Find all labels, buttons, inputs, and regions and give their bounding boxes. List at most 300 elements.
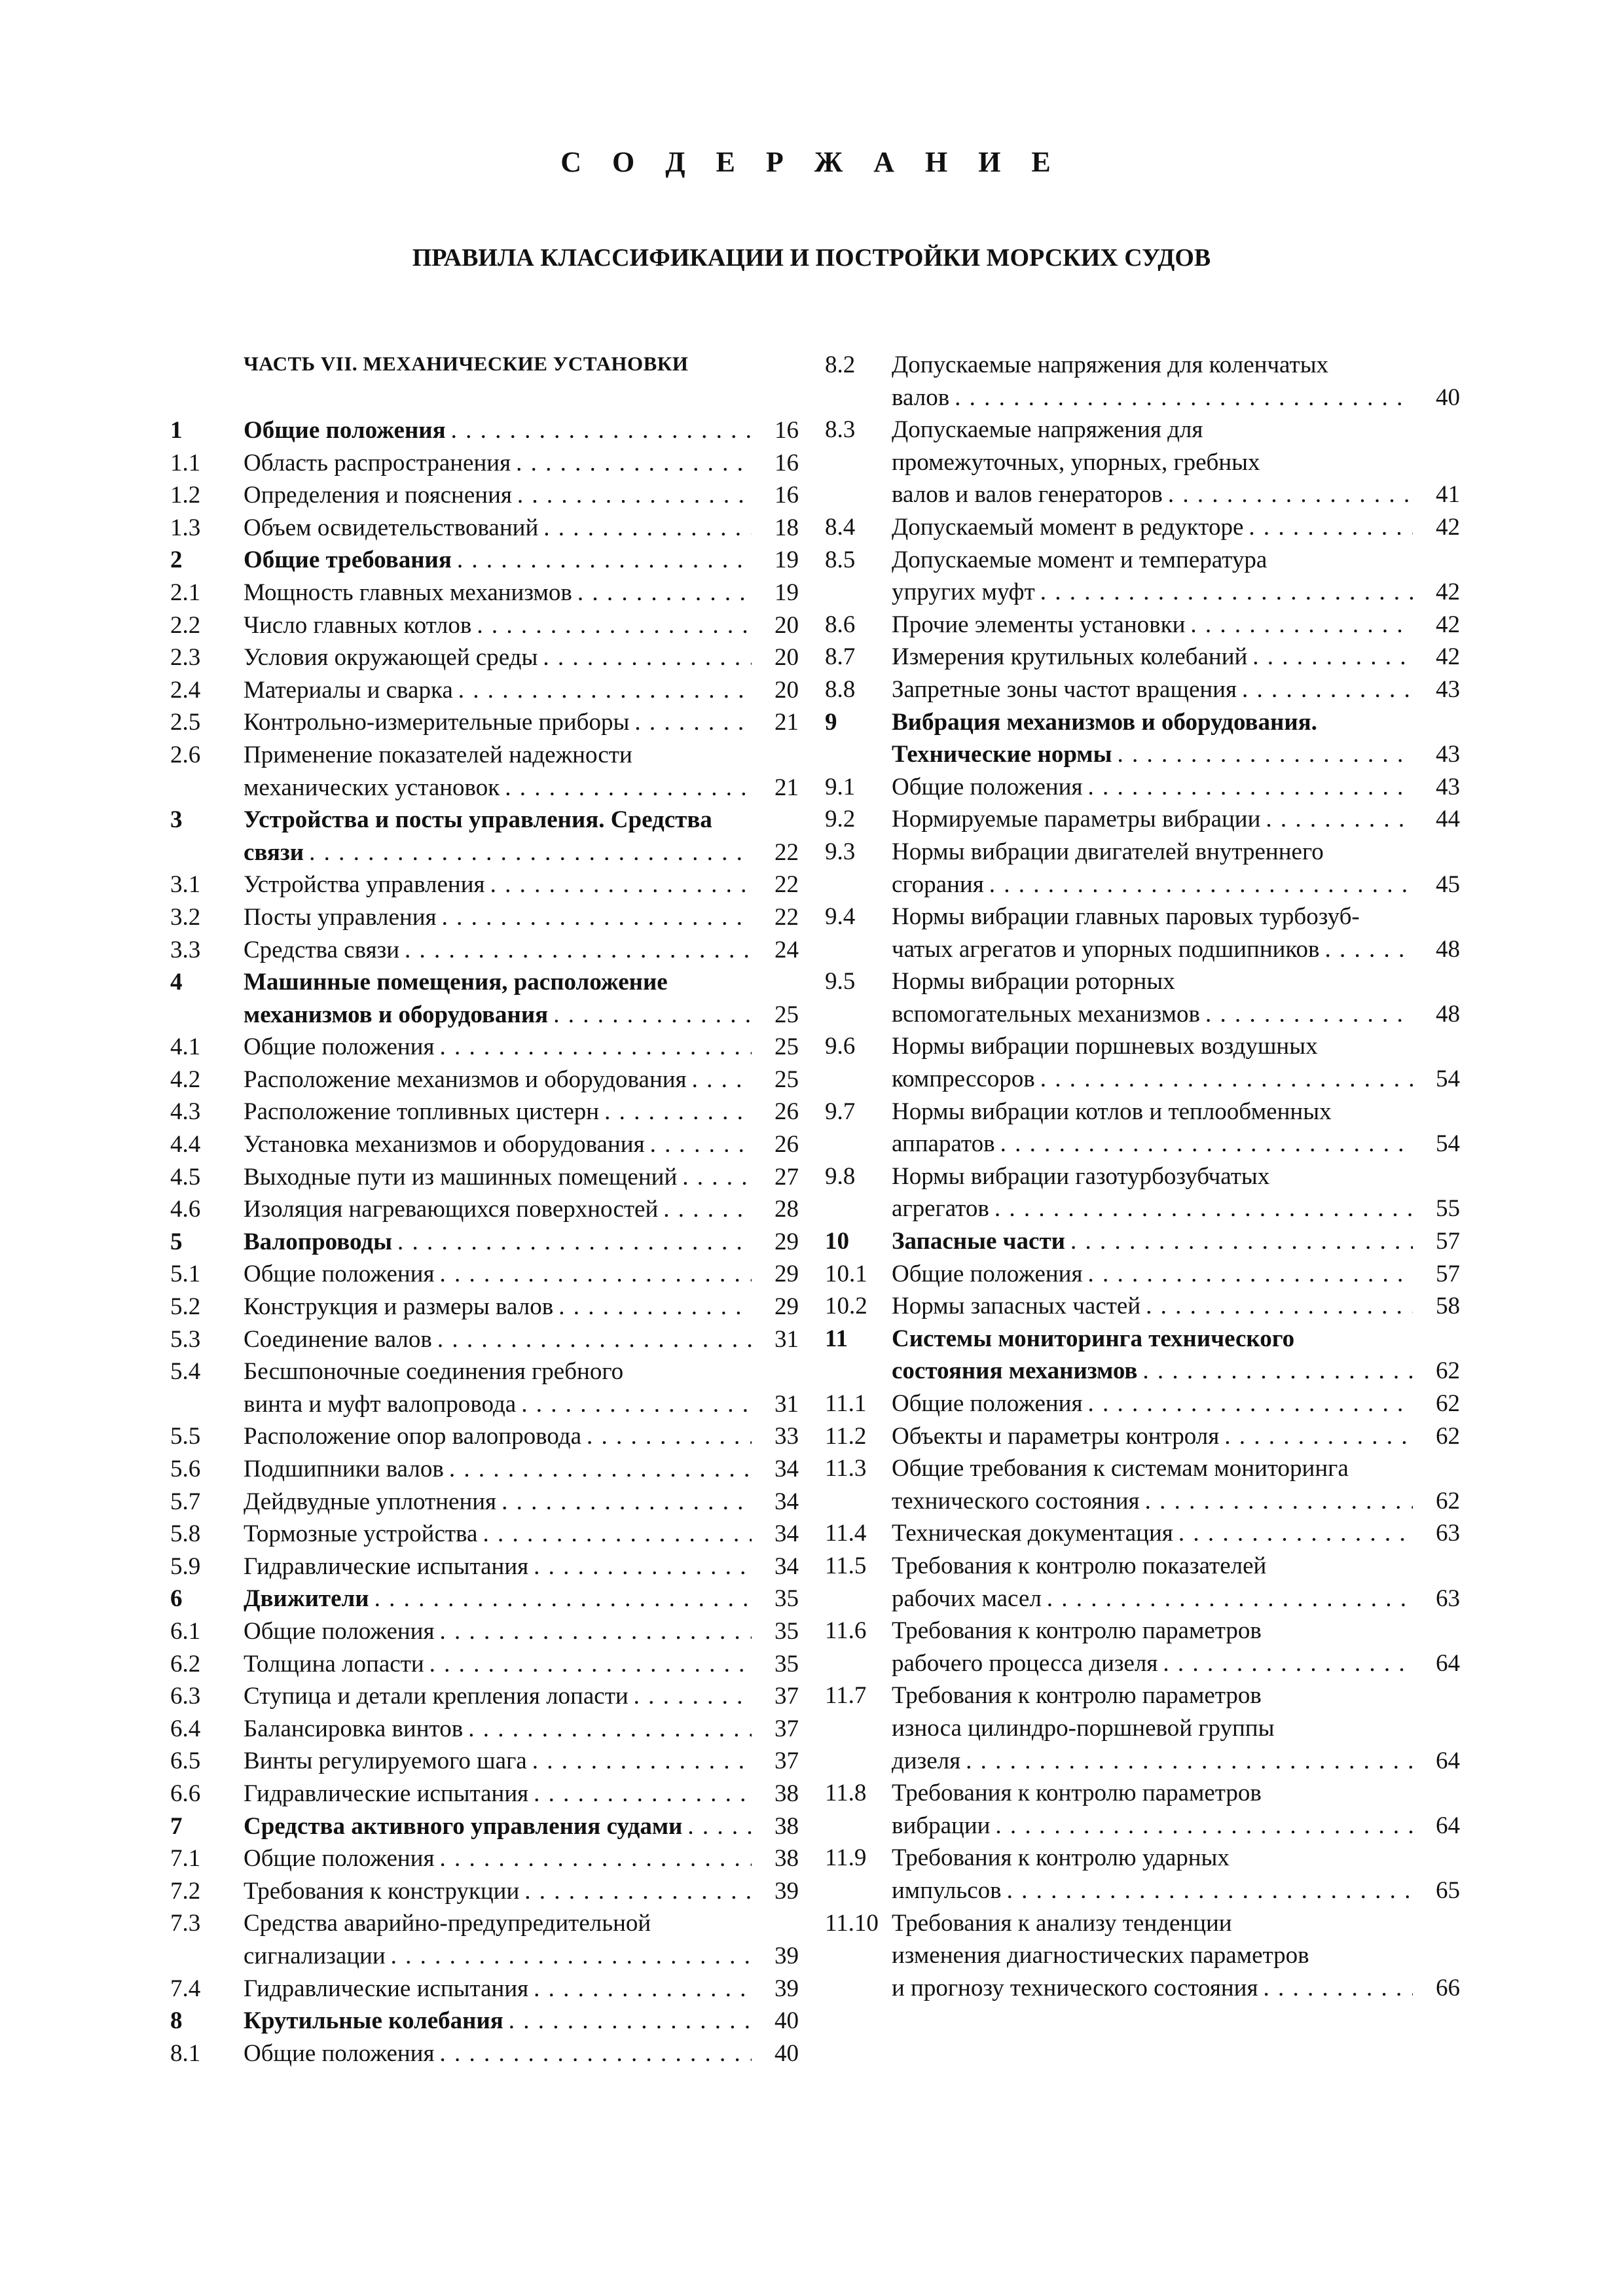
toc-left-column [170,414,799,2070]
page-number: 64 [1436,1812,1460,1839]
toc-entry[interactable] [170,1615,799,1648]
toc-entry[interactable] [170,1875,799,1908]
section-number: 2.6 [170,741,201,768]
toc-line [825,446,1460,479]
page-number: 38 [775,1780,799,1807]
toc-line [825,901,1460,933]
section-number: 5.9 [170,1552,201,1580]
section-number: 10.2 [825,1293,867,1320]
page-number: 66 [1436,1974,1460,2001]
toc-entry[interactable] [170,1907,799,1972]
section-number: 5.3 [170,1325,201,1353]
section-number: 11.7 [825,1682,867,1710]
toc-entry[interactable] [170,1420,799,1453]
toc-line [170,836,799,869]
toc-entry[interactable] [825,1679,1460,1777]
toc-line [170,1420,799,1453]
entry-title: Общие требования к системам мониторинга [892,1455,1349,1482]
toc-entry[interactable] [170,1842,799,1875]
page-number: 63 [1436,1585,1460,1612]
entry-title: и прогнозу технического состояния . . . [892,1972,1413,2005]
page-number: 33 [775,1423,799,1450]
entry-title: Крутильные колебания . . . [244,2005,752,2037]
page-number: 31 [775,1325,799,1353]
toc-line [825,1615,1460,1647]
section-number: 9.8 [825,1162,856,1190]
entry-title: связи . . . [244,836,752,869]
entry-title: валов . . . [892,382,1413,414]
toc-entry[interactable] [170,2037,799,2070]
page-number: 48 [1436,1000,1460,1028]
toc-entry[interactable] [170,577,799,609]
entry-title: Гидравлические испытания . . . [244,1778,752,1810]
section-number: 11.3 [825,1455,867,1482]
toc-entry[interactable] [170,1745,799,1778]
page-number: 54 [1436,1130,1460,1158]
section-number: 9.3 [825,838,856,865]
page-number: 34 [775,1488,799,1515]
toc-entry[interactable] [170,1680,799,1713]
toc-entry[interactable] [170,1973,799,2005]
entry-title: Техническая документация . . . [892,1517,1413,1550]
toc-line [170,1226,799,1259]
entry-title: Расположение опор валопровода . . . [244,1420,752,1453]
toc-line [170,1875,799,1908]
page-number: 37 [775,1683,799,1710]
section-number: 2.1 [170,579,201,606]
entry-title: Общие положения . . . [892,1388,1413,1420]
entry-title: Требования к контролю параметров [892,1682,1262,1710]
entry-title: механических установок . . . [244,772,752,804]
toc-entry[interactable] [825,803,1460,836]
entry-title: Нормы вибрации газотурбозубчатых [892,1162,1270,1190]
toc-line [825,414,1460,446]
toc-entry[interactable] [170,512,799,545]
toc-line [170,1810,799,1843]
section-number: 8.5 [825,546,856,573]
section-number: 6 [170,1585,183,1613]
section-number: 2.4 [170,676,201,704]
section-number: 4.4 [170,1131,201,1158]
toc-line [170,1648,799,1681]
entry-title: вспомогательных механизмов . . . [892,998,1413,1031]
toc-entry[interactable] [825,1452,1460,1517]
section-number: 11.10 [825,1909,879,1937]
toc-entry[interactable] [170,1453,799,1486]
entry-title: Бесшпоночные соединения гребного [244,1358,624,1386]
entry-title: Общие требования . . . [244,544,752,577]
toc-entry[interactable] [170,1031,799,1064]
section-number: 1.2 [170,482,201,509]
toc-line [825,511,1460,544]
page-number: 35 [775,1650,799,1677]
toc-entry[interactable] [170,1778,799,1810]
page-number: 39 [775,1877,799,1905]
document-subtitle: ПРАВИЛА КЛАССИФИКАЦИИ И ПОСТРОЙКИ МОРСКИХ СУДОВ [412,244,1211,272]
entry-title: Установка механизмов и оборудования . . . [244,1128,752,1161]
toc-entry[interactable] [825,1290,1460,1323]
toc-entry[interactable] [170,1323,799,1356]
section-number: 1.3 [170,514,201,541]
toc-line [825,771,1460,804]
toc-line [825,965,1460,998]
entry-title: Требования к конструкции . . . [244,1875,752,1908]
toc-line [170,1973,799,2005]
section-number: 9.1 [825,773,856,800]
toc-line [170,1064,799,1096]
toc-entry[interactable] [170,706,799,739]
section-number: 5.2 [170,1293,201,1321]
entry-title: Число главных котлов . . . [244,609,752,642]
toc-line [170,1193,799,1226]
page-number: 22 [775,838,799,866]
toc-entry[interactable] [825,1777,1460,1842]
toc-entry[interactable] [825,901,1460,965]
entry-title: Технические нормы . . . [892,738,1413,771]
toc-line [170,1680,799,1713]
page-number: 31 [775,1390,799,1418]
toc-line [170,2037,799,2070]
toc-line [825,1972,1460,2005]
page-number: 29 [775,1293,799,1321]
entry-title: Выходные пути из машинных помещений . . . [244,1161,752,1194]
entry-title: изменения диагностических параметров [892,1942,1309,1969]
section-number: 1.1 [170,449,201,476]
page-number: 16 [775,417,799,444]
toc-line [170,772,799,804]
page-number: 38 [775,1812,799,1840]
toc-line [825,1583,1460,1615]
entry-title: Дейдвудные уплотнения . . . [244,1486,752,1518]
entry-title: компрессоров . . . [892,1063,1413,1096]
entry-title: Общие положения . . . [244,2037,752,2070]
toc-entry[interactable] [170,641,799,674]
toc-line [825,1842,1460,1874]
toc-entry[interactable] [170,1486,799,1518]
page-title: С О Д Е Р Ж А Н И Е [560,146,1063,178]
page-number: 24 [775,936,799,963]
toc-line [825,1452,1460,1485]
toc-line [170,674,799,707]
page-number: 40 [1436,384,1460,411]
entry-title: агрегатов . . . [892,1193,1413,1225]
toc-entry[interactable] [170,479,799,512]
entry-title: Запасные части . . . [892,1225,1413,1258]
page-number: 16 [775,482,799,509]
entry-title: аппаратов . . . [892,1128,1413,1160]
entry-title: Допускаемый момент в редукторе . . . [892,511,1413,544]
section-number: 7.2 [170,1877,201,1905]
section-number: 9.5 [825,968,856,996]
entry-title: Расположение топливных цистерн . . . [244,1096,752,1128]
toc-line [825,1258,1460,1291]
entry-title: Гидравлические испытания . . . [244,1973,752,2005]
toc-entry[interactable] [825,641,1460,673]
entry-title: Системы мониторинга технического [892,1325,1295,1352]
toc-line [825,1030,1460,1063]
toc-entry[interactable] [825,414,1460,511]
section-number: 6.5 [170,1748,201,1775]
toc-line [825,1810,1460,1842]
section-number: 8.6 [825,611,856,638]
toc-line [170,1453,799,1486]
toc-line [825,1096,1460,1128]
toc-line [825,1712,1460,1745]
toc-line [825,1128,1460,1160]
toc-line [825,1777,1460,1810]
page-number: 43 [1436,773,1460,800]
toc-entry[interactable] [825,1842,1460,1907]
page-number: 40 [775,2039,799,2067]
toc-entry[interactable] [825,1615,1460,1679]
page-number: 37 [775,1715,799,1742]
toc-line [825,1355,1460,1388]
section-number: 7.1 [170,1845,201,1873]
toc-line [825,1907,1460,1940]
toc-section[interactable] [825,706,1460,771]
page-number: 42 [1436,579,1460,606]
toc-entry[interactable] [170,609,799,642]
page-number: 18 [775,514,799,541]
toc-section[interactable] [170,414,799,447]
section-number: 8.2 [825,351,856,378]
section-number: 3 [170,806,183,834]
page-number: 27 [775,1163,799,1191]
toc-entry[interactable] [170,1064,799,1096]
page-number: 22 [775,871,799,899]
entry-title: Общие положения . . . [244,1842,752,1875]
entry-title: Посты управления . . . [244,901,752,934]
entry-title: Контрольно-измерительные приборы . . . [244,706,752,739]
toc-entry[interactable] [170,869,799,901]
toc-section[interactable] [825,1323,1460,1388]
page-number: 63 [1436,1520,1460,1547]
entry-title: Балансировка винтов . . . [244,1713,752,1746]
entry-title: Подшипники валов . . . [244,1453,752,1486]
page-number: 39 [775,1942,799,1969]
entry-title: импульсов . . . [892,1874,1413,1907]
section-number: 4 [170,969,183,996]
toc-section[interactable] [170,966,799,1031]
section-number: 11.9 [825,1844,867,1872]
toc-line [825,1745,1460,1778]
entry-title: Вибрация механизмов и оборудования. [892,708,1317,736]
toc-entry[interactable] [170,1096,799,1128]
toc-line [170,1778,799,1810]
toc-entry[interactable] [825,1258,1460,1291]
page-number: 41 [1436,481,1460,509]
entry-title: Требования к контролю ударных [892,1844,1230,1872]
toc-line [825,1550,1460,1583]
entry-title: промежуточных, упорных, гребных [892,448,1260,476]
toc-line [170,706,799,739]
page-number: 29 [775,1228,799,1255]
entry-title: Общие положения . . . [244,1615,752,1648]
page-number: 21 [775,709,799,736]
section-number: 9.7 [825,1098,856,1125]
entry-title: рабочего процесса дизеля . . . [892,1647,1413,1680]
page-number: 42 [1436,611,1460,638]
toc-entry[interactable] [170,1128,799,1161]
toc-entry[interactable] [825,1550,1460,1615]
toc-line [170,1518,799,1551]
section-number: 6.2 [170,1650,201,1677]
toc-line [825,706,1460,739]
section-number: 2.5 [170,709,201,736]
section-number: 5.7 [170,1488,201,1515]
section-number: 5.4 [170,1358,201,1386]
toc-entry[interactable] [170,1291,799,1323]
toc-line [825,836,1460,869]
entry-title: Движители . . . [244,1583,752,1615]
toc-entry[interactable] [825,1388,1460,1420]
section-number: 6.1 [170,1617,201,1645]
toc-entry[interactable] [170,1258,799,1291]
toc-line [170,2005,799,2037]
toc-entry[interactable] [825,349,1460,414]
entry-title: Допускаемые напряжения для коленчатых [892,351,1329,378]
section-number: 9.4 [825,903,856,931]
toc-section[interactable] [170,804,799,869]
toc-entry[interactable] [825,771,1460,804]
entry-title: Нормы вибрации главных паровых турбозуб- [892,903,1360,931]
section-number: 2 [170,547,183,574]
toc-line [825,1874,1460,1907]
toc-entry[interactable] [825,965,1460,1030]
section-number: 3.1 [170,871,201,899]
entry-title: Тормозные устройства . . . [244,1518,752,1551]
section-number: 11 [825,1325,848,1352]
page-number: 57 [1436,1260,1460,1287]
toc-entry[interactable] [170,447,799,480]
page-number: 62 [1436,1357,1460,1385]
toc-line [825,803,1460,836]
toc-line [170,1323,799,1356]
entry-title: Гидравлические испытания . . . [244,1551,752,1583]
toc-entry[interactable] [825,1517,1460,1550]
section-number: 8.7 [825,643,856,671]
section-number: 7.4 [170,1975,201,2002]
toc-entry[interactable] [825,1096,1460,1160]
toc-section[interactable] [170,1810,799,1843]
toc-line [170,1031,799,1064]
page-number: 34 [775,1520,799,1548]
section-number: 11.2 [825,1422,867,1450]
entry-title: Расположение механизмов и оборудования . . . [244,1064,752,1096]
page-number: 21 [775,774,799,801]
toc-line [170,1583,799,1615]
entry-title: Средства связи . . . [244,934,752,967]
toc-line [170,479,799,512]
toc-entry[interactable] [825,511,1460,544]
toc-entry[interactable] [825,1160,1460,1225]
toc-entry[interactable] [825,609,1460,641]
section-number: 4.3 [170,1098,201,1126]
page-number: 37 [775,1748,799,1775]
page-number: 55 [1436,1195,1460,1223]
section-number: 4.1 [170,1033,201,1061]
toc-entry[interactable] [825,673,1460,706]
entry-title: Допускаемые напряжения для [892,416,1203,444]
toc-line [825,673,1460,706]
section-number: 4.2 [170,1066,201,1093]
toc-line [170,414,799,447]
page-number: 42 [1436,643,1460,671]
toc-section[interactable] [170,2005,799,2037]
entry-title: упругих муфт . . . [892,576,1413,609]
entry-title: сгорания . . . [892,869,1413,901]
section-number: 8.3 [825,416,856,444]
toc-line [825,869,1460,901]
toc-line [170,1907,799,1940]
entry-title: Средства активного управления судами . . . [244,1810,752,1843]
toc-entry[interactable] [825,1907,1460,2005]
toc-entry[interactable] [170,1551,799,1583]
toc-entry[interactable] [170,1355,799,1420]
toc-section[interactable] [170,544,799,577]
toc-line [825,641,1460,673]
entry-title: сигнализации . . . [244,1940,752,1973]
toc-line [170,577,799,609]
toc-section[interactable] [170,1226,799,1259]
entry-title: Область распространения . . . [244,447,752,480]
toc-entry[interactable] [170,1193,799,1226]
toc-entry[interactable] [825,1420,1460,1453]
entry-title: Общие положения . . . [244,1258,752,1291]
page-number: 19 [775,547,799,574]
toc-entry[interactable] [170,934,799,967]
entry-title: Нормы запасных частей . . . [892,1290,1413,1323]
toc-entry[interactable] [170,1161,799,1194]
toc-entry[interactable] [170,674,799,707]
toc-line [825,738,1460,771]
page-number: 25 [775,1033,799,1061]
toc-entry[interactable] [825,544,1460,609]
toc-line [825,1647,1460,1680]
toc-section[interactable] [825,1225,1460,1258]
page-number: 39 [775,1975,799,2002]
entry-title: Измерения крутильных колебаний . . . [892,641,1413,673]
entry-title: Средства аварийно-предупредительной [244,1910,651,1937]
toc-line [825,349,1460,382]
entry-title: Мощность главных механизмов . . . [244,577,752,609]
toc-line [825,1225,1460,1258]
entry-title: Объекты и параметры контроля . . . [892,1420,1413,1453]
toc-entry[interactable] [170,1648,799,1681]
toc-section[interactable] [170,1583,799,1615]
toc-line [170,1388,799,1421]
toc-entry[interactable] [170,739,799,804]
page-number: 25 [775,1066,799,1093]
toc-entry[interactable] [170,1518,799,1551]
page-number: 57 [1436,1228,1460,1255]
toc-line [170,739,799,772]
toc-entry[interactable] [170,901,799,934]
toc-entry[interactable] [825,1030,1460,1095]
entry-title: Изоляция нагревающихся поверхностей . . . [244,1193,752,1226]
entry-title: вибрации . . . [892,1810,1413,1842]
toc-entry[interactable] [170,1713,799,1746]
toc-line [170,1486,799,1518]
entry-title: износа цилиндро-поршневой группы [892,1714,1275,1742]
entry-title: Толщина лопасти . . . [244,1648,752,1681]
page-number: 25 [775,1001,799,1028]
toc-line [170,869,799,901]
toc-entry[interactable] [825,836,1460,901]
entry-title: валов и валов генераторов . . . [892,478,1413,511]
page-number: 20 [775,676,799,704]
toc-line [170,1940,799,1973]
